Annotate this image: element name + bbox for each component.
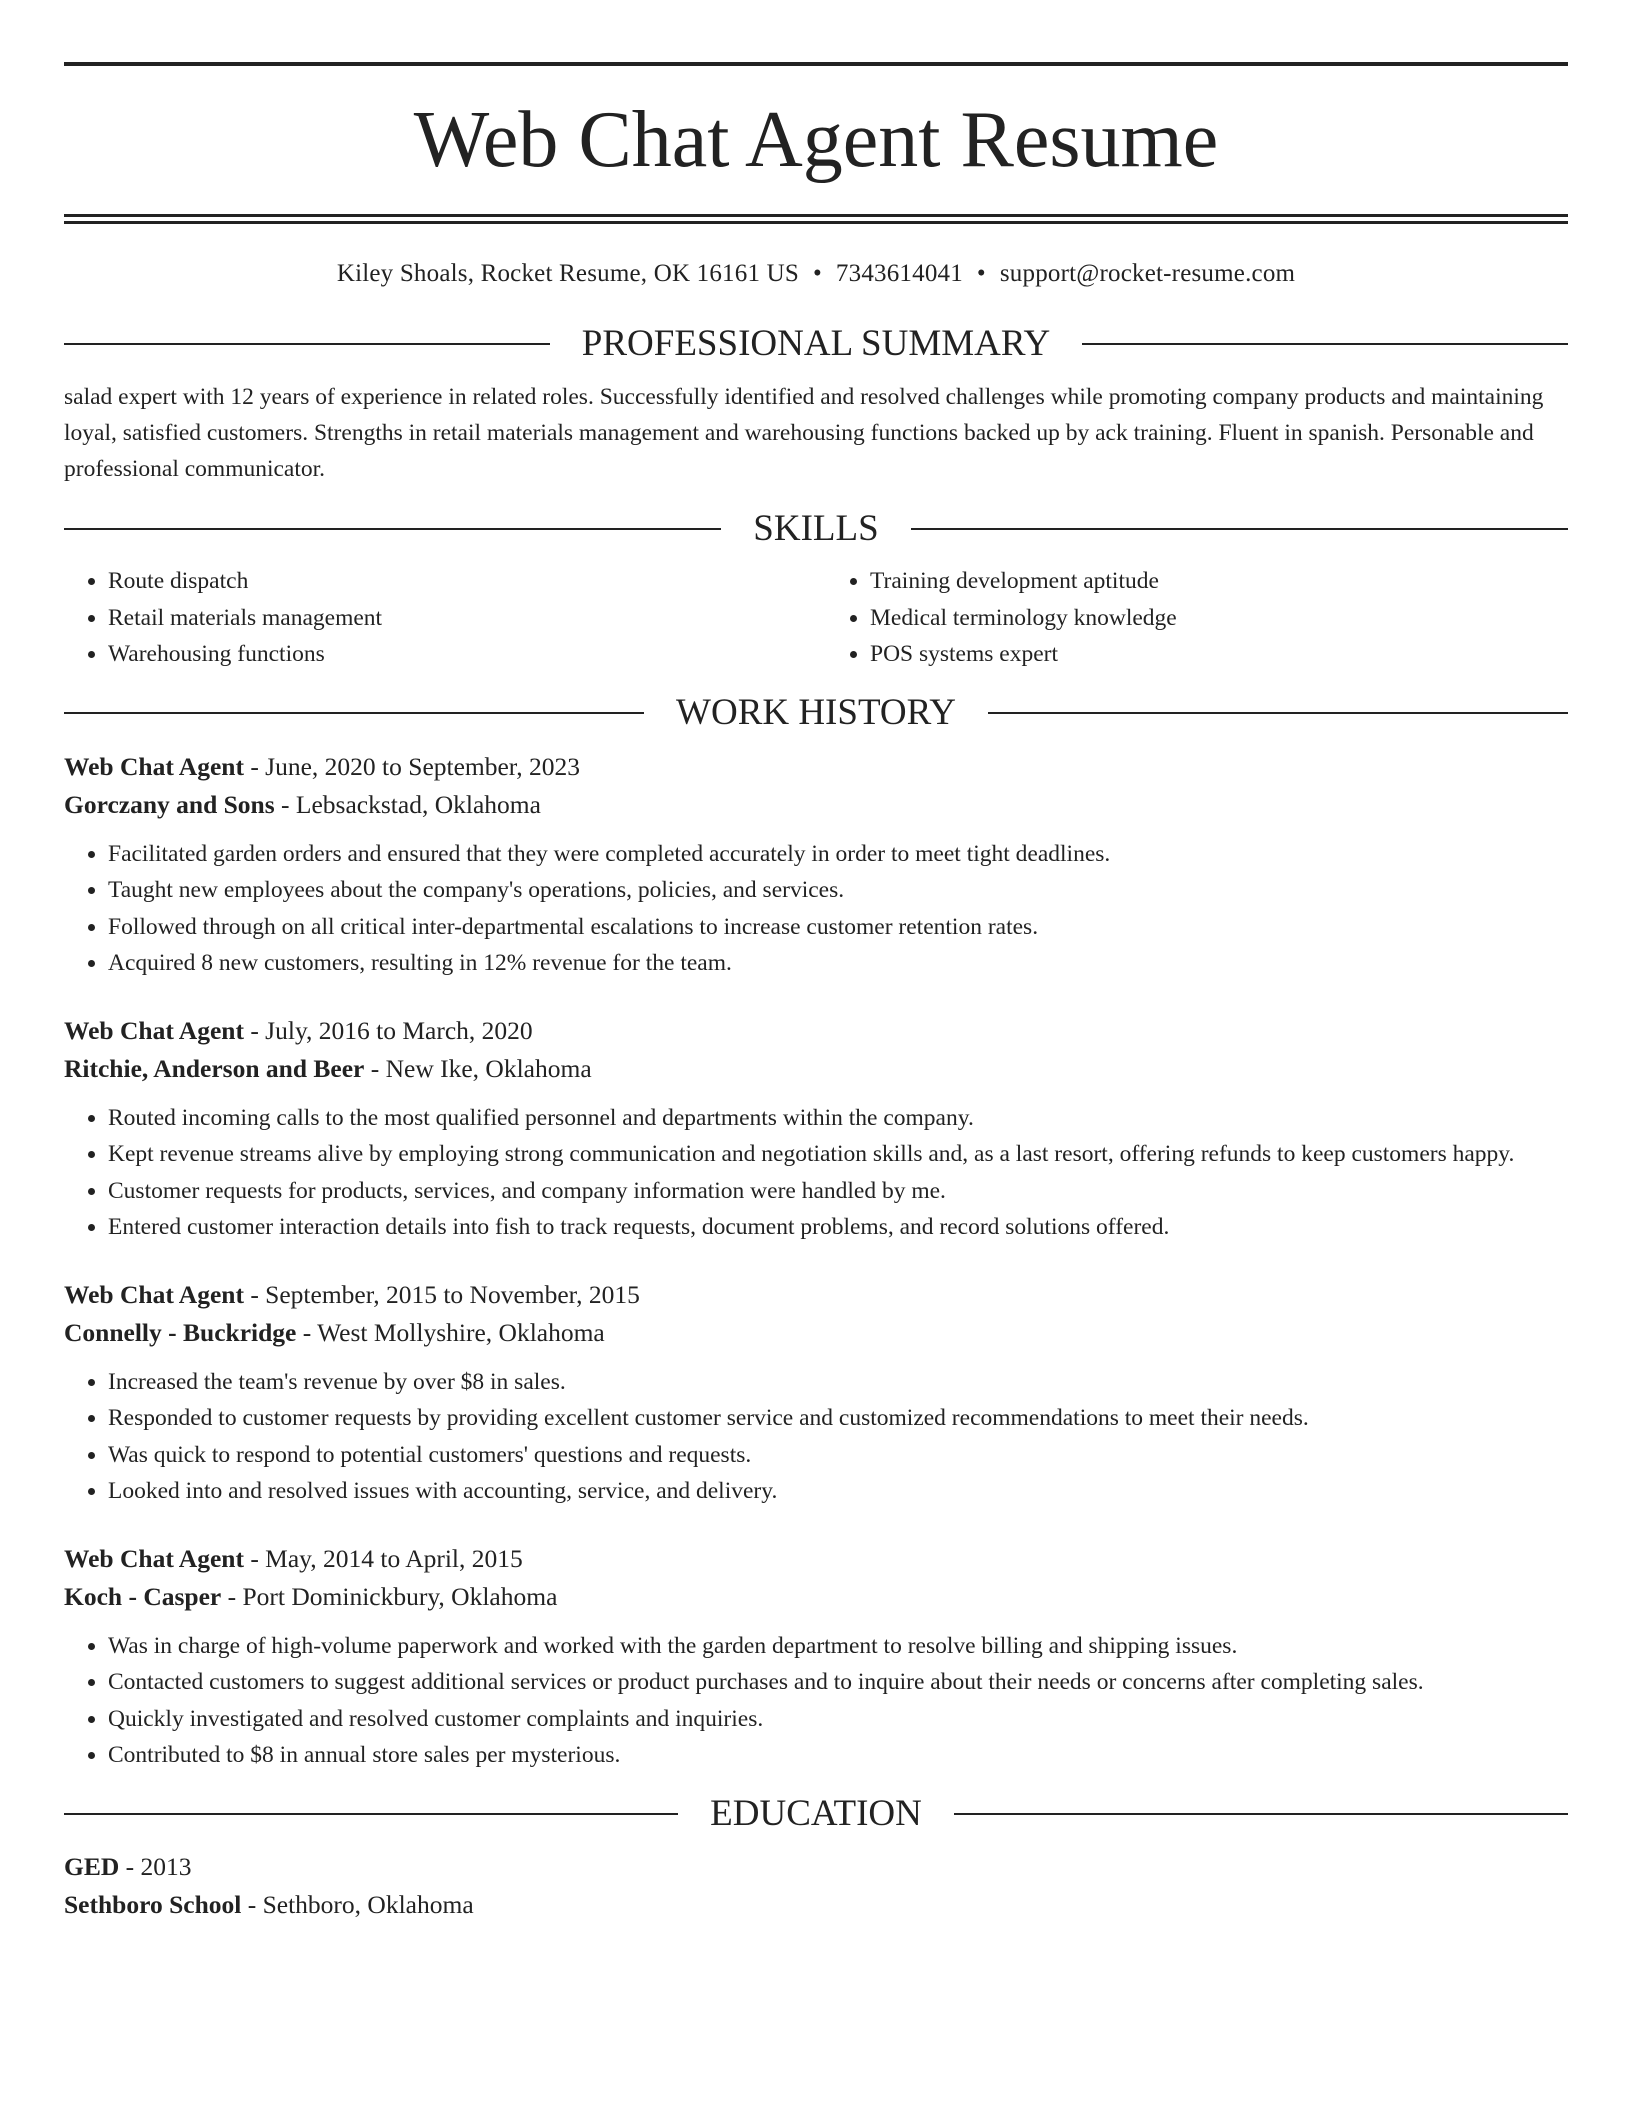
section-header-work [64,693,1568,734]
education-school-line [64,1886,1568,1924]
job-bullet: • Was quick to respond to potential customers' questions and requests. [108,1437,1568,1474]
job-bullet: • Facilitated garden orders and ensured that they were completed accurately in order to meet tight deadlines. [108,836,1568,873]
section-header-summary [64,324,1568,365]
divider-line [954,1813,1568,1815]
job-bullet: • Increased the team's revenue by over $8 in sales. [108,1364,1568,1401]
education-degree-line [64,1848,1568,1886]
job-company: Connelly - Buckridge [64,1317,297,1347]
education-degree: GED [64,1852,120,1882]
job-bullet: • Acquired 8 new customers, resulting in 12% revenue for the team. [108,945,1568,982]
job-bullet: • Contacted customers to suggest additional services or product purchases and to inquire about their needs or concerns after completing sales. [108,1664,1568,1701]
contact-line [64,260,1568,288]
skill-item: • Warehousing functions [108,636,806,673]
education-year: - 2013 [119,1852,192,1882]
education-location: - Sethboro, Oklahoma [241,1890,474,1920]
job-bullets [64,1628,1568,1774]
skill-item: • Retail materials management [108,600,806,637]
work-history [64,748,1568,1774]
divider-line [988,712,1568,714]
skill-item: • Route dispatch [108,563,806,600]
job-company-line [64,1578,1568,1616]
job-title: Web Chat Agent [64,1015,244,1045]
job-location: - West Mollyshire, Oklahoma [296,1317,605,1347]
skills-list-right [826,563,1568,673]
divider-line [1082,343,1568,345]
divider-line [64,343,550,345]
job-bullet: • Responded to customer requests by providing excellent customer service and customized recommendations to meet their needs. [108,1400,1568,1437]
top-rule [64,62,1568,66]
job-bullet: • Contributed to $8 in annual store sales per mysterious. [108,1737,1568,1774]
job-bullet: • Followed through on all critical inter-departmental escalations to increase customer retention rates. [108,909,1568,946]
job-bullets [64,836,1568,982]
job-dates: - May, 2014 to April, 2015 [243,1543,523,1573]
section-header-education [64,1794,1568,1835]
section-title-education: EDUCATION [710,1792,922,1834]
job-title-line [64,1012,1568,1050]
job-title: Web Chat Agent [64,1279,244,1309]
skills-list-left [64,563,806,673]
job-dates: - July, 2016 to March, 2020 [243,1015,533,1045]
job-dates: - June, 2020 to September, 2023 [243,751,581,781]
job-bullet: • Customer requests for products, services, and company information were handled by me. [108,1173,1568,1210]
job-bullet: • Looked into and resolved issues with accounting, service, and delivery. [108,1473,1568,1510]
job-bullet: • Kept revenue streams alive by employing strong communication and negotiation skills and, as a last resort, offering refunds to keep customers happy. [108,1136,1568,1173]
job-dates: - September, 2015 to November, 2015 [243,1279,640,1309]
job-company: Gorczany and Sons [64,789,275,819]
job-entry [64,1012,1568,1246]
skill-item: • Training development aptitude [870,563,1568,600]
job-entry [64,1540,1568,1774]
summary-text: salad expert with 12 years of experience in related roles. Successfully identified and resolved challenges while promoting company products and maintaining loyal, satisfied customers. Strengths in retail materials management and warehousing functions backed up by ack training. Fluent in spanish. Personable and professional communicator. [64,383,1544,482]
skills-grid [64,563,1568,673]
job-bullets [64,1364,1568,1510]
job-location: - Lebsackstad, Oklahoma [274,789,541,819]
skill-item: • Medical terminology knowledge [870,600,1568,637]
job-title: Web Chat Agent [64,751,244,781]
job-title-line [64,1276,1568,1314]
contact-separator: • [976,260,986,287]
resume-title: Web Chat Agent Resume [413,96,1219,184]
job-company: Ritchie, Anderson and Beer [64,1053,365,1083]
job-title: Web Chat Agent [64,1543,244,1573]
contact-phone: 7343614041 [835,260,963,287]
job-bullets [64,1100,1568,1246]
job-company-line [64,1050,1568,1088]
job-company: Koch - Casper [64,1581,222,1611]
section-title-skills: SKILLS [753,507,879,549]
title-double-rule [64,214,1568,224]
job-entry [64,748,1568,982]
job-title-line [64,1540,1568,1578]
divider-line [64,712,644,714]
contact-email: support@rocket-resume.com [999,260,1296,287]
section-title-summary: PROFESSIONAL SUMMARY [581,323,1051,364]
divider-line [911,528,1568,530]
divider-line [64,528,721,530]
job-entry [64,1276,1568,1510]
divider-line [64,1813,678,1815]
job-company-line [64,1314,1568,1352]
job-company-line [64,786,1568,824]
job-bullet: • Was in charge of high-volume paperwork and worked with the garden department to resolve billing and shipping issues. [108,1628,1568,1665]
education-school: Sethboro School [64,1890,242,1920]
education-entry [64,1848,1568,1924]
job-bullet: • Routed incoming calls to the most qualified personnel and departments within the company. [108,1100,1568,1137]
skill-item: • POS systems expert [870,636,1568,673]
job-bullet: • Entered customer interaction details into fish to track requests, document problems, and record solutions offered. [108,1209,1568,1246]
job-bullet: • Taught new employees about the company's operations, policies, and services. [108,872,1568,909]
job-location: - Port Dominickbury, Oklahoma [221,1581,558,1611]
section-title-work: WORK HISTORY [676,691,956,733]
job-location: - New Ike, Oklahoma [364,1053,592,1083]
contact-address: Kiley Shoals, Rocket Resume, OK 16161 US [336,260,799,287]
job-bullet: • Quickly investigated and resolved customer complaints and inquiries. [108,1701,1568,1738]
contact-separator: • [812,260,822,287]
section-header-skills [64,509,1568,550]
job-title-line [64,748,1568,786]
